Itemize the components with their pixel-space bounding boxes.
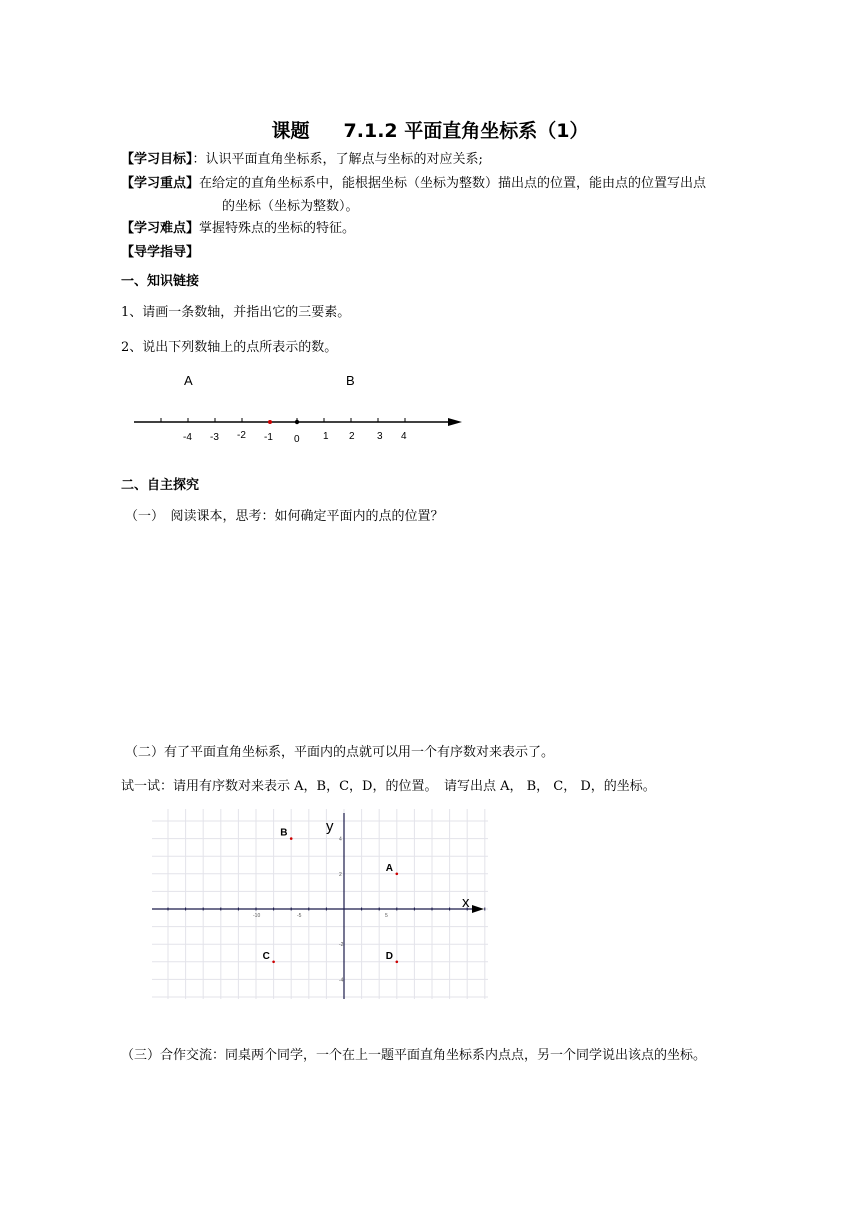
origin-dot [295,420,299,424]
focus-line [121,174,706,194]
point-a-dot [268,420,272,424]
tick-label: 2 [349,431,355,442]
number-line [120,365,480,455]
point-b-dot [290,837,293,840]
part-1-text: （一） 阅读课本，思考：如何确定平面内的点的位置？ [125,509,444,524]
focus-text-2: 的坐标（坐标为整数）。 [222,199,359,214]
y-tick-label: 4 [339,836,342,843]
focus-text-1: 在给定的直角坐标系中，能根据坐标（坐标为整数）描出点的位置，能由点的位置写出点 [199,176,707,191]
section2-heading: 二、自主探究 [121,478,200,493]
tick-label: 1 [323,431,329,442]
point-label-a: A [385,862,394,874]
point-label-c: C [262,950,270,962]
y-tick-label: 2 [339,871,342,878]
focus-label: 【学习重点】 [121,176,200,191]
tick-label: 4 [401,431,407,442]
number-line-tick-labels [183,430,407,445]
goal-label: 【学习目标】 [121,152,193,167]
tick-label: -1 [264,432,273,443]
point-label-d: D [385,950,394,962]
goal-line [121,150,483,170]
page-title [0,116,860,143]
point-d-dot [396,961,399,964]
tick-label: -4 [183,432,192,443]
point-label-b: B [280,827,288,839]
x-axis-arrow [472,905,484,913]
difficulty-label: 【学习难点】 [121,221,200,236]
question-2: 2、说出下列数轴上的点所表示的数。 [121,340,338,355]
number-line-arrow [448,418,462,426]
point-c-dot [272,961,275,964]
point-b-label: B [346,373,355,388]
part-2-text: （二）有了平面直角坐标系，平面内的点就可以用一个有序数对来表示了。 [125,745,555,760]
title-text: 7.1.2 平面直角坐标系（1） [343,120,589,142]
x-axis-label: x [462,894,470,911]
try-text: 试一试：请用有序数对来表示 A，B，C，D，的位置。 请写出点 A， B， C， D，的坐标。 [121,779,656,794]
tick-label: 0 [294,434,300,445]
question-1: 1、请画一条数轴，并指出它的三要素。 [121,305,351,320]
coordinate-grid [152,809,488,999]
guide-label: 【导学指导】 [121,245,200,260]
y-axis-label: y [326,818,334,835]
title-prefix: 课题 [271,120,310,142]
points-layer [263,828,399,964]
section1-heading: 一、知识链接 [121,274,200,289]
difficulty-line [121,219,355,239]
y-tick-label: -2 [339,942,344,949]
goal-text: ：认识平面直角坐标系，了解点与坐标的对应关系; [192,152,483,167]
x-tick-label: 5 [385,913,388,919]
tick-label: -3 [210,432,219,443]
grid-lines [152,809,488,999]
x-tick-label: -10 [253,913,261,919]
tick-label: 3 [377,431,383,442]
part-3-text: （三）合作交流：同桌两个同学，一个在上一题平面直角坐标系内点点，另一个同学说出该点的坐标。 [121,1048,707,1063]
point-a-dot [396,873,399,876]
point-a-label: A [184,373,193,388]
tick-label: -2 [237,430,246,441]
x-tick-label: -5 [297,913,302,919]
difficulty-text: 掌握特殊点的坐标的特征。 [199,221,356,236]
y-tick-label: -4 [339,977,344,984]
